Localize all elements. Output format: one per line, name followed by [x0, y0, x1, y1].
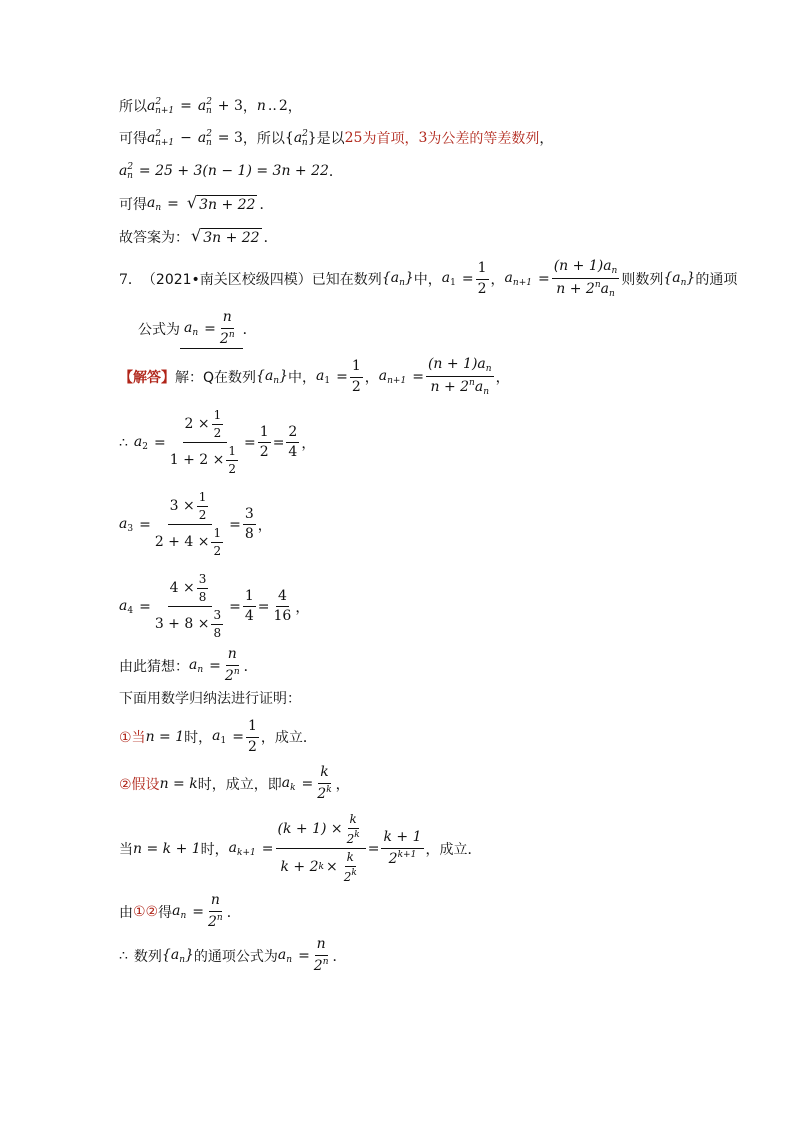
math-term: 2 — [278, 98, 288, 114]
line-induction-intro — [119, 688, 301, 708]
math-term: $a^2_{n+1}$ — [147, 96, 175, 116]
text: ，所以 — [242, 131, 285, 147]
text: 下面用数学归纳法进行证明： — [119, 691, 301, 707]
math-term: n — [256, 98, 266, 114]
step-marker: ①当 — [119, 730, 146, 746]
highlight-value: 25 — [344, 130, 363, 146]
fraction: $\frac{1}{2}$ — [477, 260, 487, 297]
geq-symbol: .. — [267, 98, 277, 114]
line-a3: $a_3$ = 3 × $\frac{1}{2}$ 2 + 4 × $\frac{1}{2}$ = $\frac{3}{8}$ ， — [119, 490, 272, 558]
line-conclusion-1: 由 ①② 得 $a_n$ = $\frac{n}{2^n}$ ． — [119, 892, 241, 930]
recurrence-fraction: $\frac{(n + 1)a_n}{n + 2^na_n}$ — [553, 258, 618, 300]
line-suoyi — [119, 96, 302, 116]
question-number: 7． — [119, 272, 142, 289]
line-step-2: ②假设 n = k 时，成立，即 $a_k$ = $\frac{k}{2^k}$ ， — [119, 764, 350, 802]
compound-fraction: (k + 1) × $\frac{k}{2^k}$ k + 2 k × $\frac{k}{2^k}$ — [276, 812, 366, 885]
therefore-symbol: ∴ — [119, 434, 128, 451]
text: 公式为 — [138, 322, 180, 338]
text: 是以 — [316, 131, 345, 147]
answer-blank: $a_n$ = $\frac{n}{2^n}$ — [180, 309, 243, 349]
equals: = — [180, 98, 192, 114]
line-step-1: ①当 n = 1 时， $a_1$ = $\frac{1}{2}$ ，成立． — [119, 718, 317, 755]
punct: ， — [242, 99, 257, 115]
text: 可得 — [119, 131, 147, 147]
line-a4: $a_4$ = 4 × $\frac{3}{8}$ 3 + 8 × $\frac{3}{8}$ = $\frac{1}{4}$ = $\frac{4}{16}$ ， — [119, 572, 310, 640]
math-term: $a^2_n$ — [197, 96, 212, 116]
sqrt-expression: √ 3n + 22 — [191, 226, 260, 246]
line-step-3: 当 n = k + 1 时， $a_{k+1}$ = (k + 1) × $\frac{k}{2^k}$ k + 2 k × $\frac{k}{2^k}$ = $\frac{k + 1}{2^{k+1}}$ ，成立． — [119, 812, 482, 884]
math-term: = 3 — [217, 130, 243, 146]
highlight-value: 3 — [418, 130, 428, 146]
answer-label: 故答案为： — [119, 230, 189, 246]
math-expression: = 25 + 3(n − 1) = 3n + 22 — [138, 163, 329, 179]
text: 由此猜想： — [119, 658, 189, 675]
text: 可得 — [119, 197, 147, 213]
text: 所以 — [119, 99, 147, 115]
compound-fraction: 3 × $\frac{1}{2}$ 2 + 4 × $\frac{1}{2}$ — [154, 490, 222, 558]
therefore-symbol: ∴ — [119, 947, 128, 964]
question-7-blank-line: 公式为 $a_n$ = $\frac{n}{2^n}$ ． — [138, 309, 257, 349]
solution-header: 【解答】 解： Q在数列 $\{a_n\}$ 中， $a_1$ = $\frac{1}{2}$ ， $a_{n+1}$ = $\frac{(n + 1)a_n}{n + 2^na_n}$ ， — [119, 356, 510, 398]
line-a2: ∴ $a_2$ = 2 × $\frac{1}{2}$ 1 + 2 × $\frac{1}{2}$ = $\frac{1}{2}$ = $\frac{2}{4}$ ， — [119, 408, 316, 476]
highlight-text: 为公差的等差数列 — [427, 131, 540, 147]
line-answer: 故答案为： √ 3n + 22 ． — [119, 226, 278, 246]
punct: ， — [287, 99, 302, 115]
compound-fraction: 4 × $\frac{3}{8}$ 3 + 8 × $\frac{3}{8}$ — [154, 572, 222, 640]
question-text: （2021•南关区校级四模）已知在数列 — [141, 272, 382, 289]
math-term: + 3 — [217, 98, 243, 114]
compound-fraction: 2 × $\frac{1}{2}$ 1 + 2 × $\frac{1}{2}$ — [169, 408, 237, 476]
question-7: 7． （2021•南关区校级四模）已知在数列 $\{a_n\}$ 中， $a_1$ = $\frac{1}{2}$ ， $a_{n+1}$ = $\frac{(n + 1)a_n}{n + 2^na_n}$ 则数列 $\{a_n\}$ 的通项 — [119, 258, 738, 300]
highlight-text: 为首项， — [362, 131, 419, 147]
step-marker: ②假设 — [119, 776, 160, 793]
solution-tag: 【解答】 — [119, 370, 175, 387]
line-an-squared: $a^2_n$ = 25 + 3(n − 1) = 3n + 22 ． — [119, 161, 343, 181]
step-markers: ①② — [133, 903, 159, 920]
sqrt-expression: √ 3n + 22 — [186, 193, 256, 213]
line-guess: 由此猜想： $a_n$ = $\frac{n}{2^n}$ ． — [119, 646, 258, 684]
line-an-root: 可得 $a_n$ = √ 3n + 22 ． — [119, 193, 274, 213]
line-kede: 可得 $a^2_{n+1}$ − $a^2_n$ = 3 ，所以 { $a^2_n$ } 是以 25 为首项， 3 为公差的等差数列 ， — [119, 128, 554, 148]
line-conclusion-2: ∴ 数列 $\{a_n\}$ 的通项公式为 $a_n$ = $\frac{n}{2^n}$ ． — [119, 936, 347, 974]
